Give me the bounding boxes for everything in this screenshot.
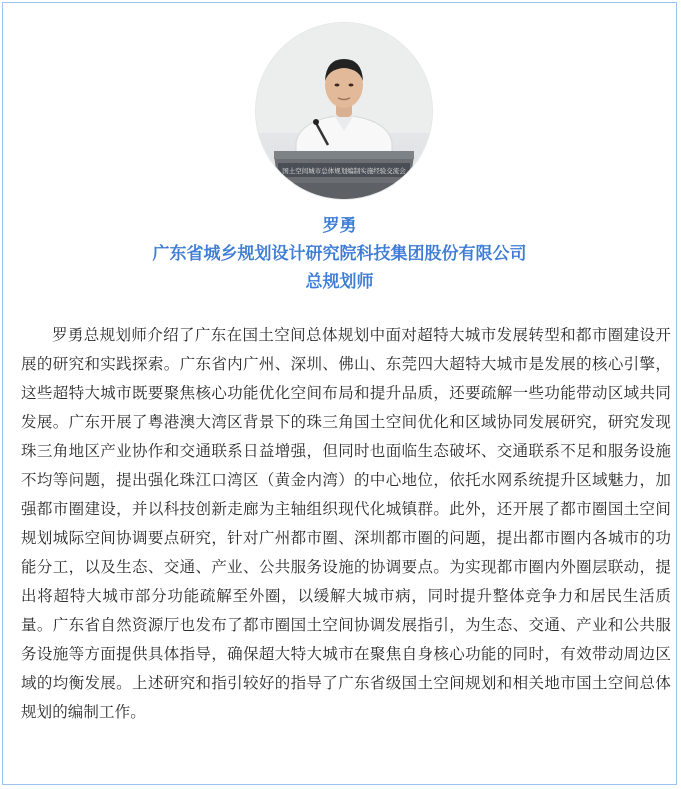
podium-banner-text: 国土空间城市总体规划编制实施经验交流会	[282, 167, 406, 175]
speaker-organization: 广东省城乡规划设计研究院科技集团股份有限公司	[152, 244, 527, 264]
article-paragraph: 罗勇总规划师介绍了广东在国土空间总体规划中面对超特大城市发展转型和都市圈建设开展的研究和实践探索。广东省内广州、深圳、佛山、东莞四大超特大城市是发展的核心引擎，这些超特大城市既要聚焦核心功能优化空间布局和提升品质，还要疏解一些功能带动区域共同发展。广东开展了粤港澳大湾区背景下的珠三角国土空间优化和区域协同发展研究，研究发现珠三角地区产业协作和交通联系日益增强，但同时也面临生态破坏、交通联系不足和服务设施不均等问题，提出强化珠江口湾区（黄金内湾）的中心地位，依托水网系统提升区域魅力，加强都市圈建设，并以科技创新走廊为主轴组织现代化城镇群。此外，还开展了都市圈国土空间规划城际空间协调要点研究，针对广州都市圈、深圳都市圈的问题，提出都市圈内各城市的功能分工，以及生态、交通、产业、公共服务设施的协调要点。为实现都市圈内外圈层联动，提出将超特大城市部分功能疏解至外圈，以缓解大城市病，同时提升整体竞争力和居民生活质量。广东省自然资源厅也发布了都市圈国土空间协调发展指引，为生态、交通、产业和公共服务设施等方面提供具体指导，确保超大特大城市在聚焦自身核心功能的同时，有效带动周边区域的均衡发展。上述研究和指引较好的指导了广东省级国土空间规划和相关地市国土空间总体规划的编制工作。	[21, 326, 671, 721]
speaker-photo	[256, 23, 432, 199]
article-body	[21, 321, 671, 727]
speaker-position: 总规划师	[305, 272, 374, 292]
speaker-name: 罗勇	[322, 216, 357, 236]
profile-card	[2, 2, 677, 785]
